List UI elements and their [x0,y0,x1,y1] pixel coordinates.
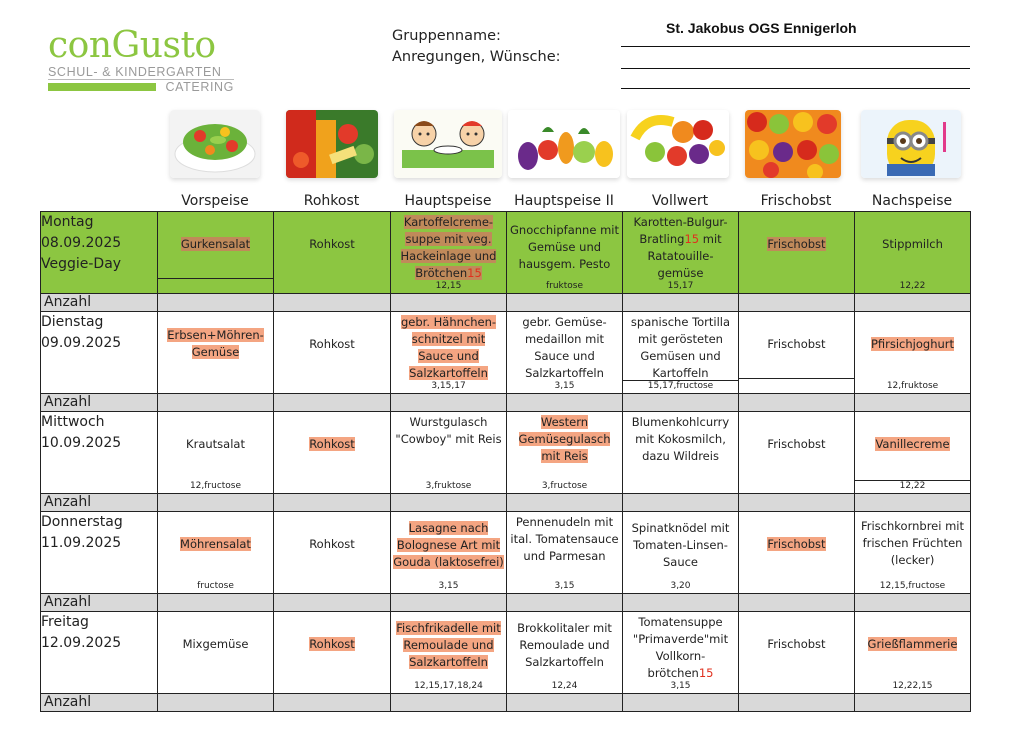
day-date: 12.09.2025 [41,635,122,651]
allergen-marker: 15 [467,266,482,280]
anzahl-input[interactable] [158,294,274,312]
anzahl-input[interactable] [623,694,739,712]
menu-cell-rohkost [274,312,391,394]
kids-eating-image [394,110,502,178]
gruppenname-value[interactable]: St. Jakobus OGS Ennigerloh [666,20,857,36]
day-cell-donnerstag [41,512,158,594]
dish-label: Kartoffelcreme-suppe mit veg. Hackeinlage und Brötchen [400,215,497,280]
anzahl-input[interactable] [855,294,971,312]
weekly-menu-table [40,211,971,712]
menu-cell-nachspeise [855,412,971,494]
anzahl-input[interactable] [391,294,507,312]
gruppenname-label: Gruppenname: [392,28,501,44]
dish-label: Rohkost [309,537,355,551]
dish-label: Frischobst [767,237,826,251]
menu-cell-vollwert [623,312,739,394]
gruppenname-line [621,46,970,47]
menu-cell-vorspeise [158,412,274,494]
allergen-codes: 3,15 [554,581,575,591]
anzahl-input[interactable] [507,394,623,412]
allergen-codes: 3,15 [554,381,575,391]
column-header-hauptspeise: Hauptspeise [404,193,492,209]
menu-cell-rohkost [274,512,391,594]
day-note: Veggie-Day [41,256,122,272]
menu-cell-rohkost [274,212,391,294]
anzahl-input[interactable] [623,494,739,512]
dish-label: Pfirsichjoghurt [870,337,955,351]
dish-label: Western Gemüsegulasch mit Reis [518,415,611,463]
allergen-codes: 12,24 [551,681,578,691]
dish-label: gebr. Hähnchen-schnitzel mit Sauce und Salzkartoffeln [400,315,497,380]
table-row-donnerstag [41,512,971,594]
menu-cell-nachspeise [855,512,971,594]
anzahl-input[interactable] [507,494,623,512]
menu-cell-hauptspeise-2 [507,612,623,694]
congusto-logo [48,25,238,102]
day-date: 11.09.2025 [41,535,122,551]
allergen-codes: 3,15,17 [431,381,466,391]
dish-label: Rohkost [309,237,355,251]
anzahl-row [41,494,971,512]
allergen-codes: 3,fructose [541,481,588,491]
menu-cell-nachspeise [855,612,971,694]
dish-label: Vanillecreme [875,437,950,451]
menu-cell-vollwert [623,612,739,694]
day-cell-freitag [41,612,158,694]
dish-label: Tomatensuppe "Primaverde"mit Vollkorn-brötchen [632,615,729,680]
dish-label: Erbsen+Möhren-Gemüse [167,328,264,359]
column-header-nachspeise: Nachspeise [871,193,953,209]
dish-label: Möhrensalat [180,537,251,551]
dish-label: Grießflammerie [867,637,958,651]
anzahl-row [41,694,971,712]
fruit-bowl-image [627,110,729,178]
anzahl-label: Anzahl [41,594,158,612]
allergen-codes: 12,22 [855,480,970,492]
allergen-codes: 12,22,15 [892,681,933,691]
fresh-fruit-image [745,110,841,178]
anzahl-label: Anzahl [41,394,158,412]
allergen-codes: 12,fructose [189,481,242,491]
anregungen-line-1 [621,68,970,69]
allergen-marker: 15 [684,232,700,246]
allergen-codes: 3,15 [670,681,691,691]
salad-image [170,110,260,178]
allergen-codes: 3,20 [670,581,691,591]
dish-label: Rohkost [309,637,355,651]
menu-cell-vollwert [623,212,739,294]
anzahl-input[interactable] [391,394,507,412]
menu-cell-hauptspeise [391,412,507,494]
dish-label: Frischkornbrei mit frischen Früchten (lecker) [860,519,964,567]
menu-cell-frischobst [739,412,855,494]
anzahl-input[interactable] [623,394,739,412]
menu-cell-hauptspeise [391,612,507,694]
day-date: 09.09.2025 [41,335,122,351]
anzahl-label: Anzahl [41,294,158,312]
menu-cell-hauptspeise [391,512,507,594]
menu-cell-nachspeise [855,212,971,294]
anzahl-input[interactable] [158,394,274,412]
cell-divider [739,378,854,379]
dish-label: Mixgemüse [182,637,249,651]
anzahl-row [41,594,971,612]
allergen-codes: 12,15,17,18,24 [414,681,483,691]
anzahl-input[interactable] [391,694,507,712]
table-row-montag [41,212,971,294]
dish-label: Stippmilch [882,237,943,251]
anzahl-input[interactable] [739,694,855,712]
raw-vegetables-image [286,110,378,178]
dish-label: Karotten-Bulgur-Bratling [633,215,728,246]
column-header-frischobst: Frischobst [760,193,832,209]
day-name: Montag [41,214,94,230]
anzahl-input[interactable] [739,394,855,412]
menu-cell-hauptspeise [391,212,507,294]
day-name: Dienstag [41,314,104,330]
logo-green-bar [48,83,156,91]
anzahl-input[interactable] [855,694,971,712]
menu-cell-nachspeise [855,312,971,394]
column-header-rohkost: Rohkost [303,193,360,209]
menu-cell-vorspeise [158,312,274,394]
menu-cell-vollwert [623,412,739,494]
menu-cell-vorspeise [158,512,274,594]
dish-label: Frischobst [767,337,826,351]
allergen-codes: 15,17,fructose [623,380,738,392]
dish-label: Spinatknödel mit Tomaten-Linsen-Sauce [631,521,730,569]
anzahl-input[interactable] [623,294,739,312]
dish-label: Blumenkohlcurry mit Kokosmilch, dazu Wildreis [631,415,730,463]
cell-divider [158,278,273,279]
day-cell-montag [41,212,158,294]
dish-label: gebr. Gemüse-medaillon mit Sauce und Salzkartoffeln [522,315,607,380]
allergen-codes: 12,15,fructose [879,581,946,591]
menu-cell-hauptspeise-2 [507,312,623,394]
allergen-codes: 3,fruktose [425,481,472,491]
dish-label: Rohkost [309,337,355,351]
anzahl-input[interactable] [391,494,507,512]
anzahl-label: Anzahl [41,494,158,512]
anzahl-input[interactable] [274,394,391,412]
anzahl-input[interactable] [739,494,855,512]
day-name: Donnerstag [41,514,123,530]
anregungen-line-2 [621,88,970,89]
anzahl-input[interactable] [739,294,855,312]
cartoon-vegetables-image [508,110,620,178]
minion-cake-image [861,110,961,178]
menu-cell-hauptspeise-2 [507,412,623,494]
allergen-codes: 15,17 [667,281,694,291]
day-name: Mittwoch [41,414,105,430]
anzahl-row [41,294,971,312]
menu-cell-hauptspeise-2 [507,512,623,594]
dish-label: Gnocchipfanne mit Gemüse und hausgem. Pesto [510,223,619,271]
menu-cell-vollwert [623,512,739,594]
menu-cell-frischobst [739,612,855,694]
dish-label: Frischobst [767,637,826,651]
menu-cell-hauptspeise-2 [507,212,623,294]
logo-brand: conGusto [48,25,216,66]
anzahl-input[interactable] [507,294,623,312]
anzahl-input[interactable] [274,594,391,612]
column-header-hauptspeise-2: Hauptspeise II [514,193,614,209]
table-row-mittwoch [41,412,971,494]
column-header-vorspeise: Vorspeise [181,193,249,209]
allergen-codes: 3,15 [438,581,459,591]
allergen-codes: fruktose [545,281,584,291]
dish-label: Krautsalat [186,437,245,451]
anzahl-input[interactable] [158,594,274,612]
anzahl-input[interactable] [391,594,507,612]
anzahl-input[interactable] [507,594,623,612]
anzahl-input[interactable] [739,594,855,612]
day-cell-mittwoch [41,412,158,494]
anregungen-label: Anregungen, Wünsche: [392,49,561,65]
logo-tagline-1: SCHUL- & KINDERGARTEN [48,66,234,80]
allergen-codes: 12,22 [899,281,926,291]
dish-label: Gurkensalat [180,237,251,251]
day-name: Freitag [41,614,89,630]
menu-cell-hauptspeise [391,312,507,394]
dish-label: Rohkost [309,437,355,451]
dish-label: Brokkolitaler mit Remoulade und Salzkartoffeln [517,621,612,669]
menu-cell-rohkost [274,412,391,494]
dish-label: Lasagne nach Bolognese Art mit Gouda (laktosefrei) [393,521,504,569]
dish-label-cont: mit Ratatouille-gemüse [647,232,722,280]
day-date: 08.09.2025 [41,235,122,251]
menu-cell-vorspeise [158,612,274,694]
menu-cell-frischobst [739,212,855,294]
dish-label: spanische Tortilla mit gerösteten Gemüsen und Kartoffeln [630,315,731,380]
dish-label: Pennenudeln mit ital. Tomatensauce und Parmesan [510,515,619,563]
anzahl-input[interactable] [274,294,391,312]
table-row-freitag [41,612,971,694]
dish-label: Frischobst [767,537,826,551]
day-cell-dienstag [41,312,158,394]
menu-cell-vorspeise [158,212,274,294]
menu-cell-rohkost [274,612,391,694]
menu-cell-frischobst [739,312,855,394]
anzahl-input[interactable] [274,694,391,712]
dish-label: Fischfrikadelle mit Remoulade und Salzkartoffeln [396,621,501,669]
anzahl-input[interactable] [158,494,274,512]
anzahl-input[interactable] [274,494,391,512]
anzahl-input[interactable] [855,594,971,612]
day-date: 10.09.2025 [41,435,122,451]
allergen-codes: 12,fruktose [886,381,939,391]
column-header-vollwert: Vollwert [651,193,709,209]
anzahl-label: Anzahl [41,694,158,712]
dish-label: Frischobst [767,437,826,451]
logo-tagline-2-row [48,82,234,93]
anzahl-input[interactable] [855,394,971,412]
dish-label: Wurstgulasch "Cowboy" mit Reis [395,415,502,446]
allergen-marker: 15 [698,666,714,680]
anzahl-row [41,394,971,412]
logo-tagline-2: CATERING [165,80,234,94]
allergen-codes: 12,15 [435,281,462,291]
allergen-codes: fructose [197,581,234,591]
anzahl-input[interactable] [507,694,623,712]
anzahl-input[interactable] [855,494,971,512]
anzahl-input[interactable] [623,594,739,612]
menu-cell-frischobst [739,512,855,594]
table-row-dienstag [41,312,971,394]
anzahl-input[interactable] [158,694,274,712]
